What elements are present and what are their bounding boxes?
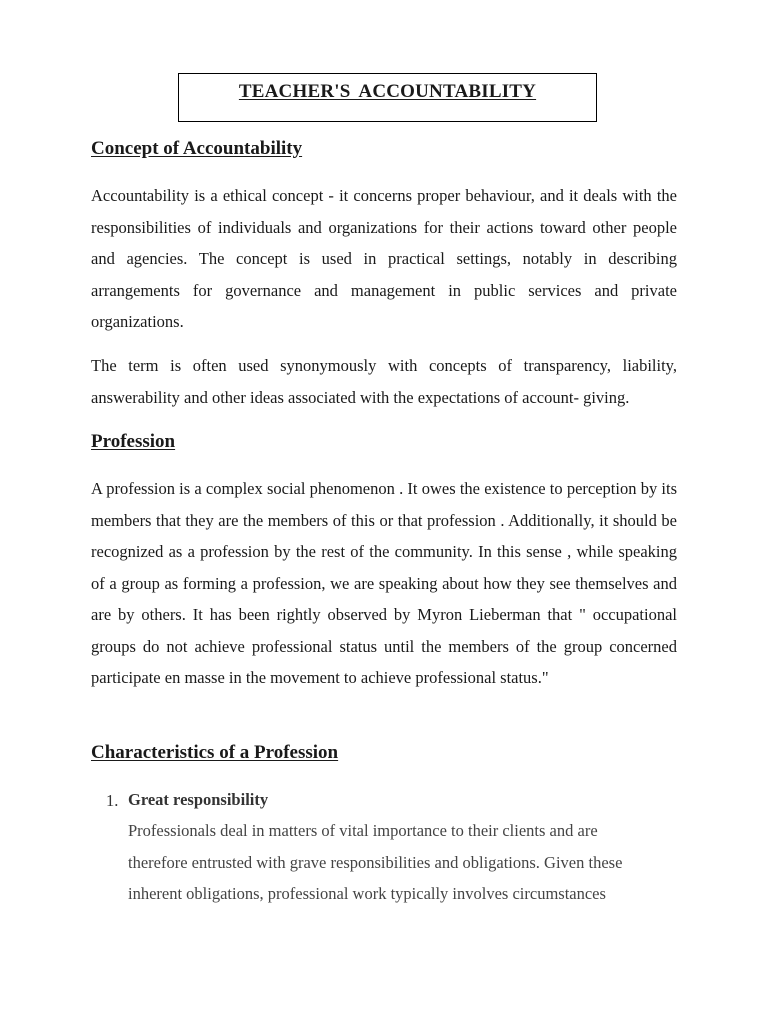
heading-characteristics-of-a-profession: Characteristics of a Profession <box>91 742 339 763</box>
paragraph-profession-definition: A profession is a complex social phenomenon . It owes the existence to perception by its members that they are the members of this or that profession . Additionally, it should be recognized as a profession by the rest of the community. In this sense , while speaking of a group as forming a profession, we are speaking about how they see themselves and are by others. It has been rightly observed by Myron Lieberman that " occupational groups do not achieve professional status until the members of the group concerned participate en masse in the movement to achieve professional status." <box>91 479 677 687</box>
paragraph-accountability-definition: Accountability is a ethical concept - it concerns proper behaviour, and it deals with the responsibilities of individuals and organizations for their actions toward other people and agencies. The concept is used in practical settings, notably in describing arrangements for governance and management in public services and private organizations. <box>91 186 677 331</box>
list-item-number: 1. <box>106 791 119 810</box>
title-box <box>178 73 597 122</box>
list-item-title: Great responsibility <box>128 790 269 809</box>
paragraph-accountability-synonyms: The term is often used synonymously with concepts of transparency, liability, answerability and other ideas associated with the expectations of account- giving. <box>91 356 677 407</box>
list-item-body: Professionals deal in matters of vital importance to their clients and are therefore entrusted with grave responsibilities and obligations. Given these inherent obligations, professional work typically involves circumstances <box>128 821 623 903</box>
heading-concept-of-accountability: Concept of Accountability <box>91 138 303 159</box>
heading-profession: Profession <box>91 431 176 452</box>
document-title: TEACHER'S ACCOUNTABILITY <box>238 81 537 102</box>
